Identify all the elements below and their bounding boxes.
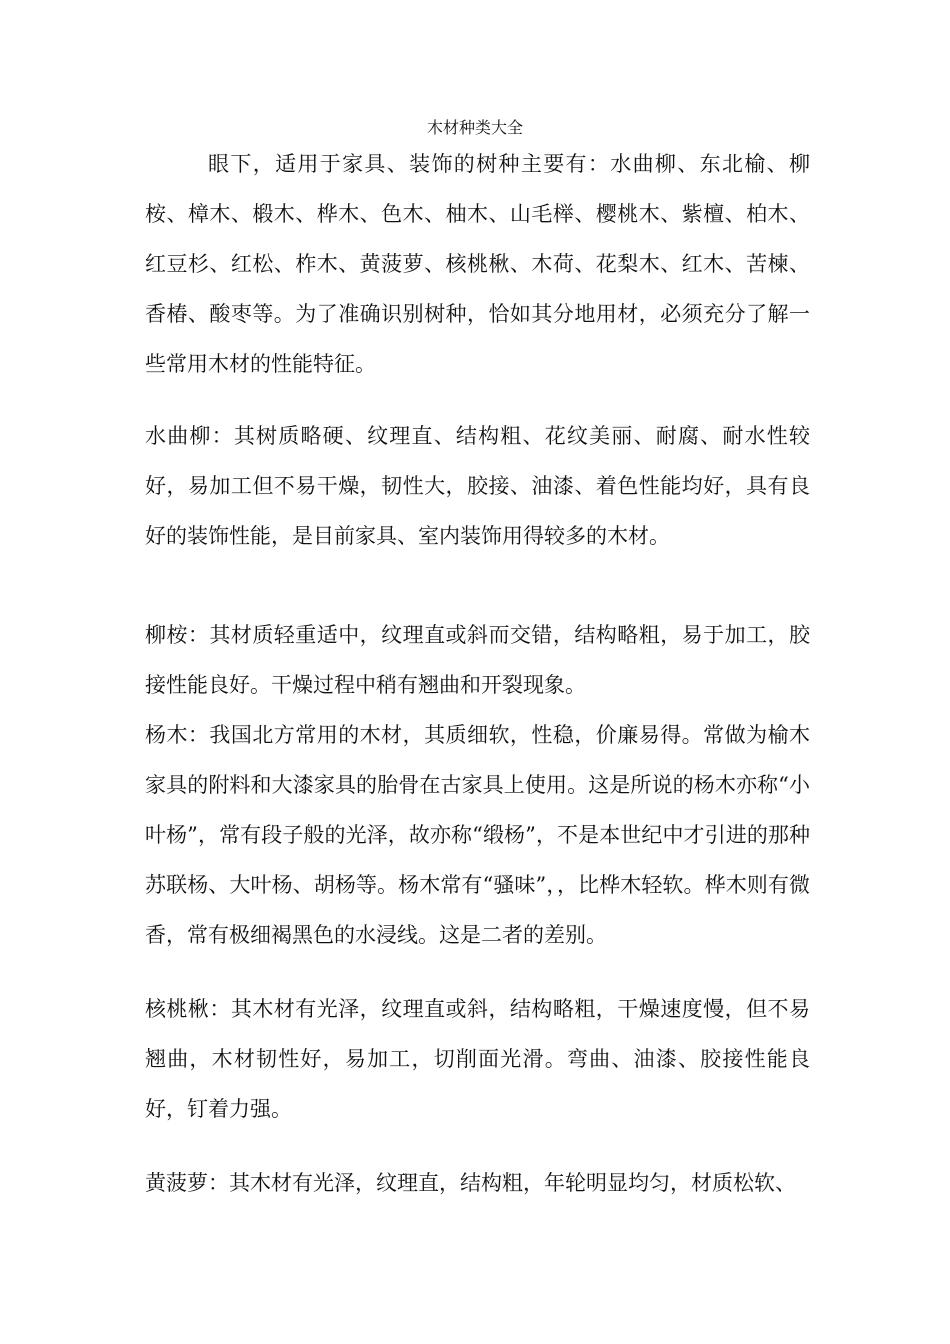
section-hetaoqiu: 核桃楸：其木材有光泽，纹理直或斜，结构略粗，干燥速度慢，但不易翘曲，木材韧性好，易加工，切削面光滑。弯曲、油漆、胶接性能良好，钉着力强。 xyxy=(145,997,810,1121)
section-shuiquliu: 水曲柳：其树质略硬、纹理直、结构粗、花纹美丽、耐腐、耐水性较好，易加工但不易干燥，韧性大，胶接、油漆、着色性能均好，具有良好的装饰性能，是目前家具、室内装饰用得较多的木材。 xyxy=(145,424,810,548)
intro-paragraph: 眼下，适用于家具、装饰的树种主要有：水曲柳、东北榆、柳桉、樟木、椴木、桦木、色木、柚木、山毛榉、樱桃木、紫檀、柏木、红豆杉、红松、柞木、黄菠萝、核桃楸、木荷、花梨木、红木、苦楝、香椿、酸枣等。为了准确识别树种，恰如其分地用材，必须充分了解一些常用木材的性能特征。 xyxy=(145,152,810,376)
section-huangboluo: 黄菠萝：其木材有光泽，纹理直，结构粗，年轮明显均匀，材质松软、 xyxy=(145,1171,796,1195)
document-title: 木材种类大全 xyxy=(426,118,523,137)
section-yangmu: 杨木：我国北方常用的木材，其质细软，性稳，价廉易得。常做为榆木家具的附料和大漆家具的胎骨在古家具上使用。这是所说的杨木亦称“小叶杨”，常有段子般的光泽，故亦称“缎杨”，不是本世纪中才引进的那种苏联杨、大叶杨、胡杨等。杨木常有“骚味”，，比桦木轻软。桦木则有微香，常有极细褐黑色的水浸线。这是二者的差别。 xyxy=(145,723,810,947)
section-liuan: 柳桉：其材质轻重适中，纹理直或斜而交错，结构略粗，易于加工，胶接性能良好。干燥过程中稍有翘曲和开裂现象。 xyxy=(145,623,810,697)
